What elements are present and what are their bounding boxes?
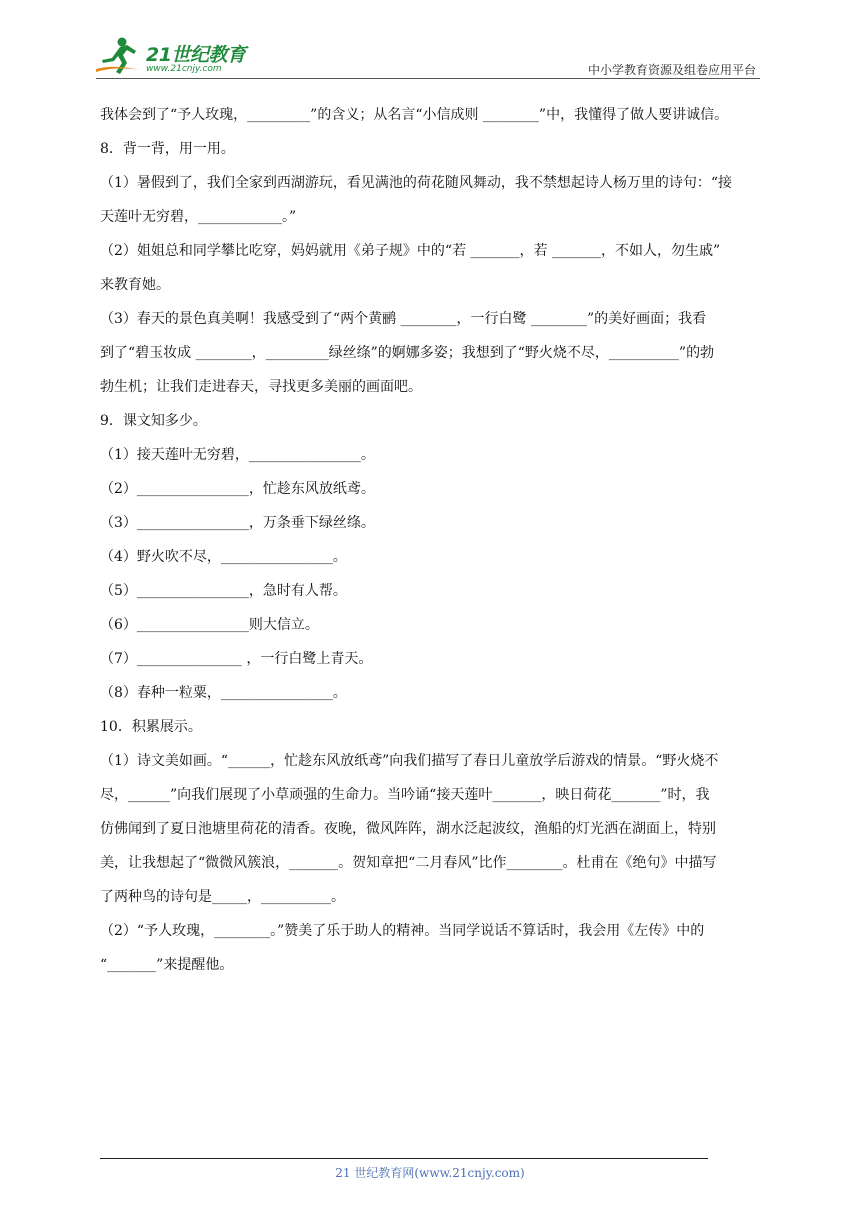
text-line: 我体会到了“予人玫瑰，_________”的含义；从名言“小信成则 ________”中，我懂得了做人要讲诚信。 xyxy=(100,107,729,123)
text-line: （8）春种一粒粟，________________。 xyxy=(100,685,347,701)
footer-divider xyxy=(100,1158,708,1159)
text-line: （5）________________，急时有人帮。 xyxy=(100,583,347,599)
text-line: （2）“予人玫瑰，________。”赞美了乐于助人的精神。当同学说话不算话时，我会用《左传》中的 xyxy=(100,923,705,939)
text-line: 天莲叶无穷碧，____________。” xyxy=(100,209,297,225)
runner-logo-icon xyxy=(94,36,144,76)
text-line: （3）________________，万条垂下绿丝绦。 xyxy=(100,515,375,531)
text-line: 到了“碧玉妆成 ________，_________绿丝绦”的婀娜多姿；我想到了“野火烧不尽，__________”的勃 xyxy=(100,345,715,361)
question-10-title: 10．积累展示。 xyxy=(100,719,202,735)
text-line: 勃生机；让我们走进春天，寻找更多美丽的画面吧。 xyxy=(100,379,422,395)
text-line: 了两种鸟的诗句是_____，__________。 xyxy=(100,889,345,905)
text-line: （1）暑假到了，我们全家到西湖游玩，看见满池的荷花随风舞动，我不禁想起诗人杨万里的诗句：“接 xyxy=(100,175,733,191)
site-logo[interactable] xyxy=(94,36,264,80)
text-line: 美，让我想起了“微微风簇浪，_______。贺知章把“二月春风”比作________。杜甫在《绝句》中描写 xyxy=(100,855,717,871)
header-divider xyxy=(96,78,760,79)
text-line: （4）野火吹不尽，________________。 xyxy=(100,549,347,565)
page-header xyxy=(0,0,860,80)
footer-link[interactable]: 21 世纪教育网(www.21cnjy.com) xyxy=(335,1166,525,1180)
text-line: 来教育她。 xyxy=(100,277,170,293)
text-line: 仿佛闻到了夏日池塘里荷花的清香。夜晚，微风阵阵，湖水泛起波纹，渔船的灯光洒在湖面上，特别 xyxy=(100,821,716,837)
logo-url: www.21cnjy.com xyxy=(146,64,222,74)
question-9-title: 9．课文知多少。 xyxy=(100,413,207,429)
text-line: “_______”来提醒他。 xyxy=(100,957,234,973)
text-line: （7）_______________ ，一行白鹭上青天。 xyxy=(100,651,373,667)
text-line: （6）________________则大信立。 xyxy=(100,617,319,633)
text-line: （1）诗文美如画。“______，忙趁东风放纸鸢”向我们描写了春日儿童放学后游戏的情景。“野火烧不 xyxy=(100,753,719,769)
logo-text: 21世纪教育 xyxy=(146,44,246,66)
text-line: （2）________________，忙趁东风放纸鸢。 xyxy=(100,481,375,497)
text-line: 尽，______”向我们展现了小草顽强的生命力。当吟诵“接天莲叶_______，映日荷花_______”时，我 xyxy=(100,787,710,803)
text-line: （2）姐姐总和同学攀比吃穿，妈妈就用《弟子规》中的“若 _______，若 _______，不如人，勿生戚” xyxy=(100,243,721,259)
platform-title: 中小学教育资源及组卷应用平台 xyxy=(587,63,756,77)
text-line: （3）春天的景色真美啊！我感受到了“两个黄鹂 ________，一行白鹭 ________”的美好画面；我看 xyxy=(100,311,707,327)
document-body xyxy=(100,98,764,982)
text-line: （1）接天莲叶无穷碧，________________。 xyxy=(100,447,375,463)
question-8-title: 8．背一背，用一用。 xyxy=(100,141,235,157)
